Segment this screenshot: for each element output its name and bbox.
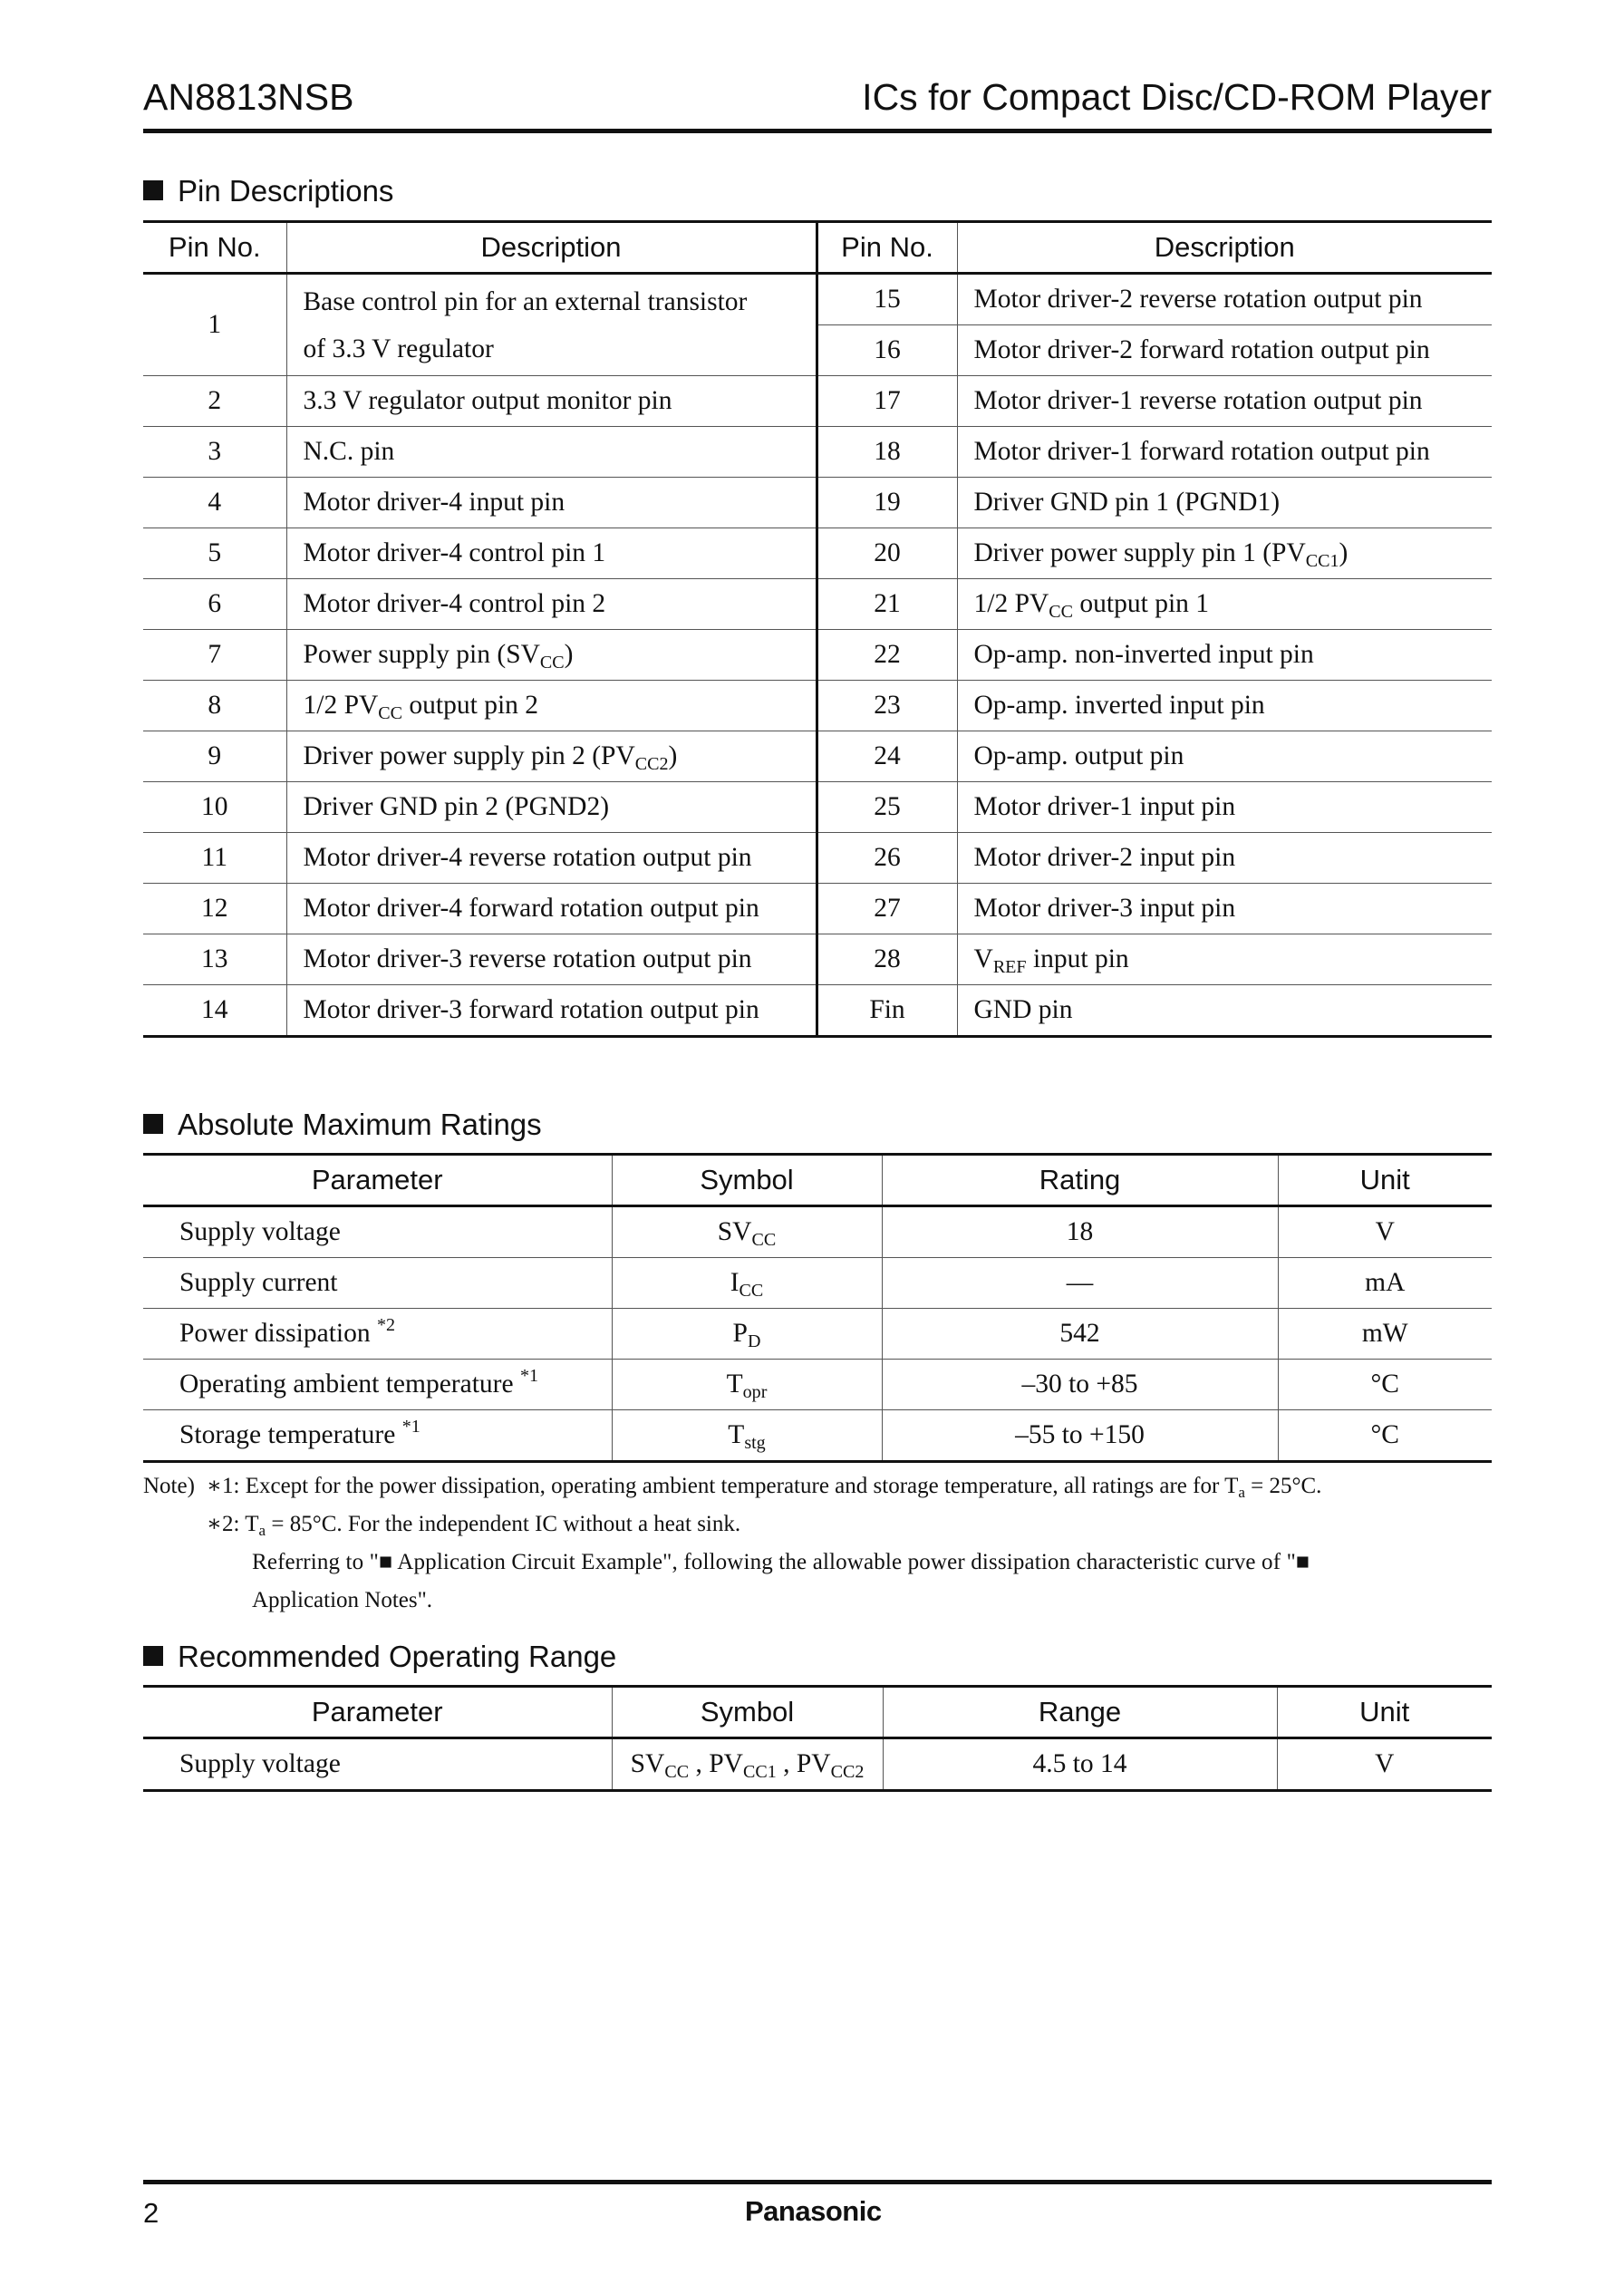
symbol-cell: $P_D$ (612, 1309, 882, 1360)
column-header: Pin No. (168, 231, 261, 263)
column-header: Symbol (612, 1155, 882, 1206)
unit-cell: °C (1278, 1360, 1492, 1410)
rating-cell: –30 to +85 (882, 1360, 1278, 1410)
square-bullet-icon (143, 1646, 163, 1666)
pin-description: Motor driver-4 control pin 2 (286, 579, 817, 630)
pin-number: 1 (208, 310, 222, 339)
pin-number: 18 (817, 427, 957, 478)
table-row (143, 528, 1492, 579)
pin-number: 9 (208, 741, 222, 770)
pin-number: 15 (817, 274, 957, 325)
unit-cell: mW (1278, 1309, 1492, 1360)
pin-description: Motor driver-3 forward rotation output pin (286, 985, 817, 1037)
note-2-continued: Application Notes". (252, 1588, 433, 1612)
pin-description: Op-amp. non-inverted input pin (957, 630, 1492, 681)
pin-description: Base control pin for an external transistor of 3.3 V regulator (286, 274, 817, 376)
column-header: Description (957, 222, 1492, 274)
unit-cell: V (1278, 1206, 1492, 1258)
pin-description: Motor driver-4 reverse rotation output pin (286, 833, 817, 884)
symbol-cell: $T_{stg}$ (612, 1410, 882, 1462)
rating-cell: 542 (882, 1309, 1278, 1360)
pin-description: Motor driver-3 reverse rotation output pin (286, 934, 817, 985)
note-2-continued: Referring to "■ Application Circuit Example", following the allowable power dissipation characteristic curve of "■ (252, 1550, 1310, 1574)
parameter-cell: Supply voltage (179, 1749, 341, 1778)
table-row (143, 985, 1492, 1037)
table-row (143, 782, 1492, 833)
pin-description: Driver power supply pin 2 $(PV_{CC2})$ (286, 731, 817, 782)
column-header: Rating (882, 1155, 1278, 1206)
pin-number: 23 (817, 681, 957, 731)
pin-number: 27 (817, 884, 957, 934)
table-row (143, 630, 1492, 681)
pin-number: 16 (817, 325, 957, 376)
rating-cell: — (882, 1258, 1278, 1309)
pin-description: Driver power supply pin 1 $(PV_{CC1})$ (957, 528, 1492, 579)
brand-logo: Panasonic (745, 2195, 882, 2227)
pin-number: 25 (817, 782, 957, 833)
pin-description: $V_{REF}$ input pin (957, 934, 1492, 985)
pin-number: 4 (208, 488, 222, 517)
square-bullet-icon (143, 1114, 163, 1134)
pin-description: Driver GND pin 1 (PGND1) (957, 478, 1492, 528)
table-row (143, 1206, 1492, 1258)
pin-description: Motor driver-1 input pin (957, 782, 1492, 833)
pin-number: 10 (201, 792, 228, 821)
table-header-row (143, 1155, 1492, 1206)
pin-number: 22 (817, 630, 957, 681)
parameter-cell: Supply current (179, 1268, 338, 1297)
table-row (143, 274, 1492, 325)
symbol-cell: $I_{CC}$ (612, 1258, 882, 1309)
table-row (143, 427, 1492, 478)
recommended-operating-range-table (143, 1685, 1492, 1792)
symbol-cell: $SV_{CC}$ (612, 1206, 882, 1258)
pin-descriptions-table (143, 220, 1492, 1038)
pin-description: GND pin (957, 985, 1492, 1037)
section-title-absolute-maximum-ratings: Absolute Maximum Ratings (143, 1108, 542, 1142)
pin-description: 3.3 V regulator output monitor pin (286, 376, 817, 427)
unit-cell: °C (1278, 1410, 1492, 1462)
table-row (143, 1360, 1492, 1410)
column-header: Pin No. (817, 222, 957, 274)
ratings-notes (143, 1467, 1492, 1620)
pin-number: 2 (208, 386, 222, 415)
pin-number: 12 (201, 894, 228, 923)
table-header-row (143, 222, 1492, 274)
pin-number: 19 (817, 478, 957, 528)
parameter-cell: Operating ambient temperature $^{*1}$ (179, 1365, 539, 1399)
table-row (143, 1410, 1492, 1462)
table-row (143, 833, 1492, 884)
table-row (143, 1738, 1492, 1791)
section-title-pin-descriptions: Pin Descriptions (143, 174, 393, 208)
symbol-cell: $SV_{CC}$ , $PV_{CC1}$ , $PV_{CC2}$ (612, 1738, 883, 1791)
parameter-cell: Supply voltage (179, 1217, 341, 1246)
pin-description: Motor driver-1 forward rotation output pin (957, 427, 1492, 478)
table-row (143, 934, 1492, 985)
table-row (143, 1258, 1492, 1309)
table-row (143, 681, 1492, 731)
pin-description: Driver GND pin 2 (PGND2) (286, 782, 817, 833)
table-row (143, 579, 1492, 630)
pin-number: 5 (208, 538, 222, 567)
column-header: Parameter (311, 1164, 443, 1195)
pin-number: 8 (208, 691, 222, 720)
pin-number: 21 (817, 579, 957, 630)
table-header-row (143, 1687, 1492, 1738)
section-title-recommended-operating-range: Recommended Operating Range (143, 1640, 616, 1674)
page-header (143, 71, 1492, 133)
pin-number: Fin (817, 985, 957, 1037)
pin-number: 6 (208, 589, 222, 618)
column-header: Unit (1278, 1155, 1492, 1206)
pin-description: 1/2 $PV_{CC}$ output pin 2 (286, 681, 817, 731)
note-2: ∗2: $T_a = 85^\circ C$. For the independent IC without a heat sink. (207, 1512, 741, 1540)
parameter-cell: Power dissipation $^{*2}$ (179, 1314, 396, 1348)
column-header: Symbol (612, 1687, 883, 1738)
pin-description: Motor driver-2 forward rotation output pin (957, 325, 1492, 376)
pin-description: Op-amp. inverted input pin (957, 681, 1492, 731)
pin-description: Motor driver-4 control pin 1 (286, 528, 817, 579)
pin-number: 24 (817, 731, 957, 782)
product-series: ICs for Compact Disc/CD-ROM Player (862, 76, 1492, 118)
rating-cell: –55 to +150 (882, 1410, 1278, 1462)
table-row (143, 884, 1492, 934)
pin-number: 11 (201, 843, 227, 872)
pin-description: Motor driver-2 reverse rotation output pin (957, 274, 1492, 325)
square-bullet-icon (143, 180, 163, 200)
pin-number: 26 (817, 833, 957, 884)
symbol-cell: $T_{opr}$ (612, 1360, 882, 1410)
unit-cell: mA (1278, 1258, 1492, 1309)
pin-description: 1/2 $PV_{CC}$ output pin 1 (957, 579, 1492, 630)
table-row (143, 731, 1492, 782)
range-cell: 4.5 to 14 (883, 1738, 1277, 1791)
note-1: Note) ∗1: Except for the power dissipation, operating ambient temperature and storage temperature, all ratings are for $T_a = 25^\circ C$. (143, 1474, 1322, 1502)
part-number: AN8813NSB (143, 76, 354, 118)
pin-number: 7 (208, 640, 222, 669)
pin-description: Motor driver-2 input pin (957, 833, 1492, 884)
pin-description: Motor driver-4 input pin (286, 478, 817, 528)
absolute-maximum-ratings-table (143, 1153, 1492, 1463)
pin-number: 14 (201, 995, 228, 1024)
pin-number: 3 (208, 437, 222, 466)
pin-description: Power supply pin $(SV_{CC})$ (286, 630, 817, 681)
unit-cell: V (1277, 1738, 1492, 1791)
table-row (143, 478, 1492, 528)
pin-number: 13 (201, 944, 228, 973)
page-number: 2 (143, 2197, 160, 2229)
table-row (143, 376, 1492, 427)
page-footer (143, 2180, 1492, 2229)
column-header: Range (883, 1687, 1277, 1738)
pin-description: Motor driver-3 input pin (957, 884, 1492, 934)
column-header: Parameter (311, 1696, 443, 1728)
parameter-cell: Storage temperature $^{*1}$ (179, 1416, 420, 1449)
pin-description: Op-amp. output pin (957, 731, 1492, 782)
table-row (143, 1309, 1492, 1360)
pin-description: Motor driver-4 forward rotation output pin (286, 884, 817, 934)
rating-cell: 18 (882, 1206, 1278, 1258)
column-header: Unit (1277, 1687, 1492, 1738)
pin-number: 20 (817, 528, 957, 579)
pin-number: 28 (817, 934, 957, 985)
pin-number: 17 (817, 376, 957, 427)
pin-description: Motor driver-1 reverse rotation output pin (957, 376, 1492, 427)
column-header: Description (286, 222, 817, 274)
pin-description: N.C. pin (286, 427, 817, 478)
